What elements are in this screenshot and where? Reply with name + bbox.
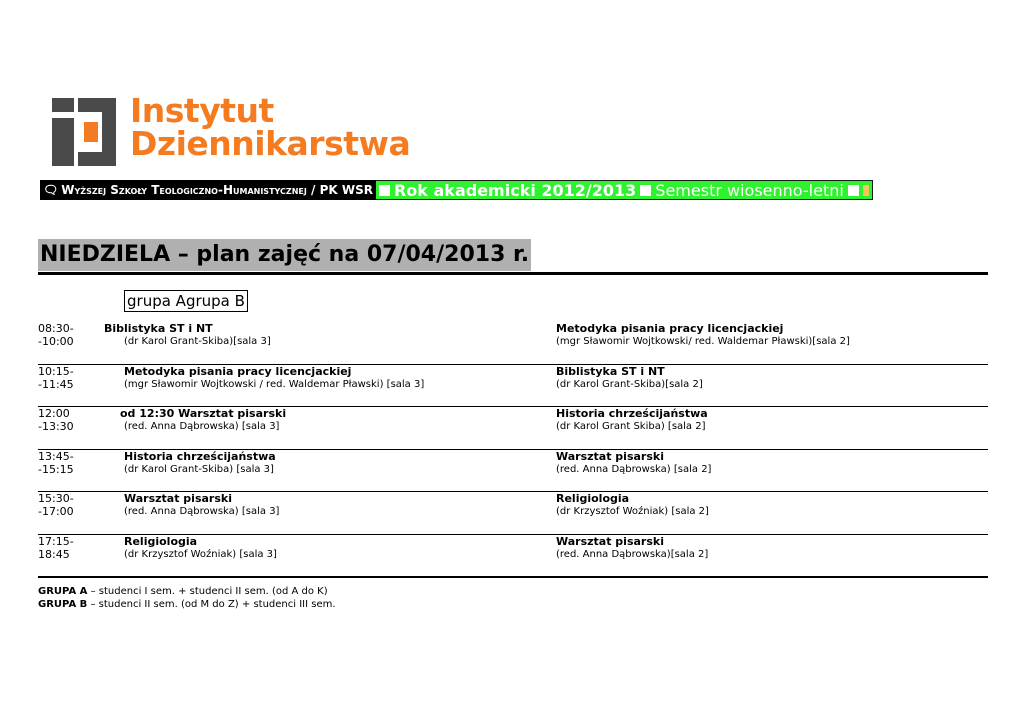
group-b-subject: Historia chrześcijaństwa [556,407,708,420]
time-end: 18:45 [38,547,70,561]
group-a-detail: (dr Krzysztof Woźniak) [sala 3] [124,548,277,560]
academic-year-banner [376,180,873,200]
time-start: 17:15- [38,534,74,548]
time-start: 13:45- [38,449,74,463]
group-notes [38,585,336,611]
schedule-row [38,407,988,450]
group-b-detail: (mgr Sławomir Wojtkowski/ red. Waldemar Pławski)[sala 2] [556,336,850,347]
group-a-detail: (dr Karol Grant-Skiba)[sala 3] [124,336,271,347]
group-b-detail: (red. Anna Dąbrowska)[sala 2] [556,548,709,560]
group-a-subject: Historia chrześcijaństwa [124,449,276,463]
square-bullet-icon [379,185,390,196]
schedule-row [38,322,988,365]
square-bullet-icon [640,185,651,196]
schedule-row [38,450,988,493]
square-bullet-icon [848,185,859,196]
note-group-b: GRUPA B – studenci II sem. (od M do Z) + studenci III sem. [38,599,336,610]
speech-bubble-icon: 🗨 [43,183,59,197]
group-a-detail: (dr Karol Grant-Skiba) [sala 3] [124,463,274,475]
school-name: Wyższej Szkoły Teologiczno-Humanistycznej / PK WSR [61,183,373,197]
time-start: 15:30- [38,492,74,505]
group-label: grupa Agrupa B [124,290,248,312]
group-a-subject: Metodyka pisania pracy licencjackiej [124,364,352,378]
time-end: -15:15 [38,462,74,476]
schedule-table [38,322,988,578]
group-a-detail: (red. Anna Dąbrowska) [sala 3] [124,506,280,517]
group-b-detail: (dr Krzysztof Woźniak) [sala 2] [556,506,709,517]
title-bar [38,239,988,275]
page-title: NIEDZIELA – plan zajęć na 07/04/2013 r. [38,239,531,271]
schedule-row [38,492,988,535]
time-end: -17:00 [38,505,74,518]
group-a-subject: od 12:30 Warsztat pisarski [120,407,287,420]
logo-line-1: Instytut [130,91,274,130]
group-a-subject: Religiologia [124,534,198,548]
header-banner [40,180,873,200]
time-end: -10:00 [38,335,74,348]
group-a-subject: Biblistyka ST i NT [104,322,213,335]
time-end: -13:30 [38,420,74,433]
group-a-detail: (red. Anna Dąbrowska) [sala 3] [124,421,280,432]
time-start: 12:00 [38,407,70,420]
schedule-row [38,365,988,408]
group-b-detail: (red. Anna Dąbrowska) [sala 2] [556,463,712,475]
logo-text [130,91,411,163]
group-b-subject: Warsztat pisarski [556,449,664,463]
square-bullet-icon [863,185,869,196]
group-a-detail: (mgr Sławomir Wojtkowski / red. Waldemar Pławski) [sala 3] [124,378,425,390]
logo-line-2: Dziennikarstwa [130,124,411,163]
group-b-subject: Biblistyka ST i NT [556,364,665,378]
schedule-row [38,535,988,579]
group-b-subject: Warsztat pisarski [556,534,664,548]
academic-year: Rok akademicki 2012/2013 [393,180,637,200]
school-banner [40,180,376,200]
time-start: 10:15- [38,364,74,378]
group-a-subject: Warsztat pisarski [124,492,232,505]
time-end: -11:45 [38,377,74,391]
group-b-detail: (dr Karol Grant-Skiba)[sala 2] [556,378,703,390]
note-group-a: GRUPA A – studenci I sem. + studenci II sem. (od A do K) [38,586,328,597]
group-b-detail: (dr Karol Grant Skiba) [sala 2] [556,421,706,432]
group-b-subject: Religiologia [556,492,630,505]
time-start: 08:30- [38,322,74,335]
semester: Semestr wiosenno-letni [655,180,844,200]
group-b-subject: Metodyka pisania pracy licencjackiej [556,322,784,335]
